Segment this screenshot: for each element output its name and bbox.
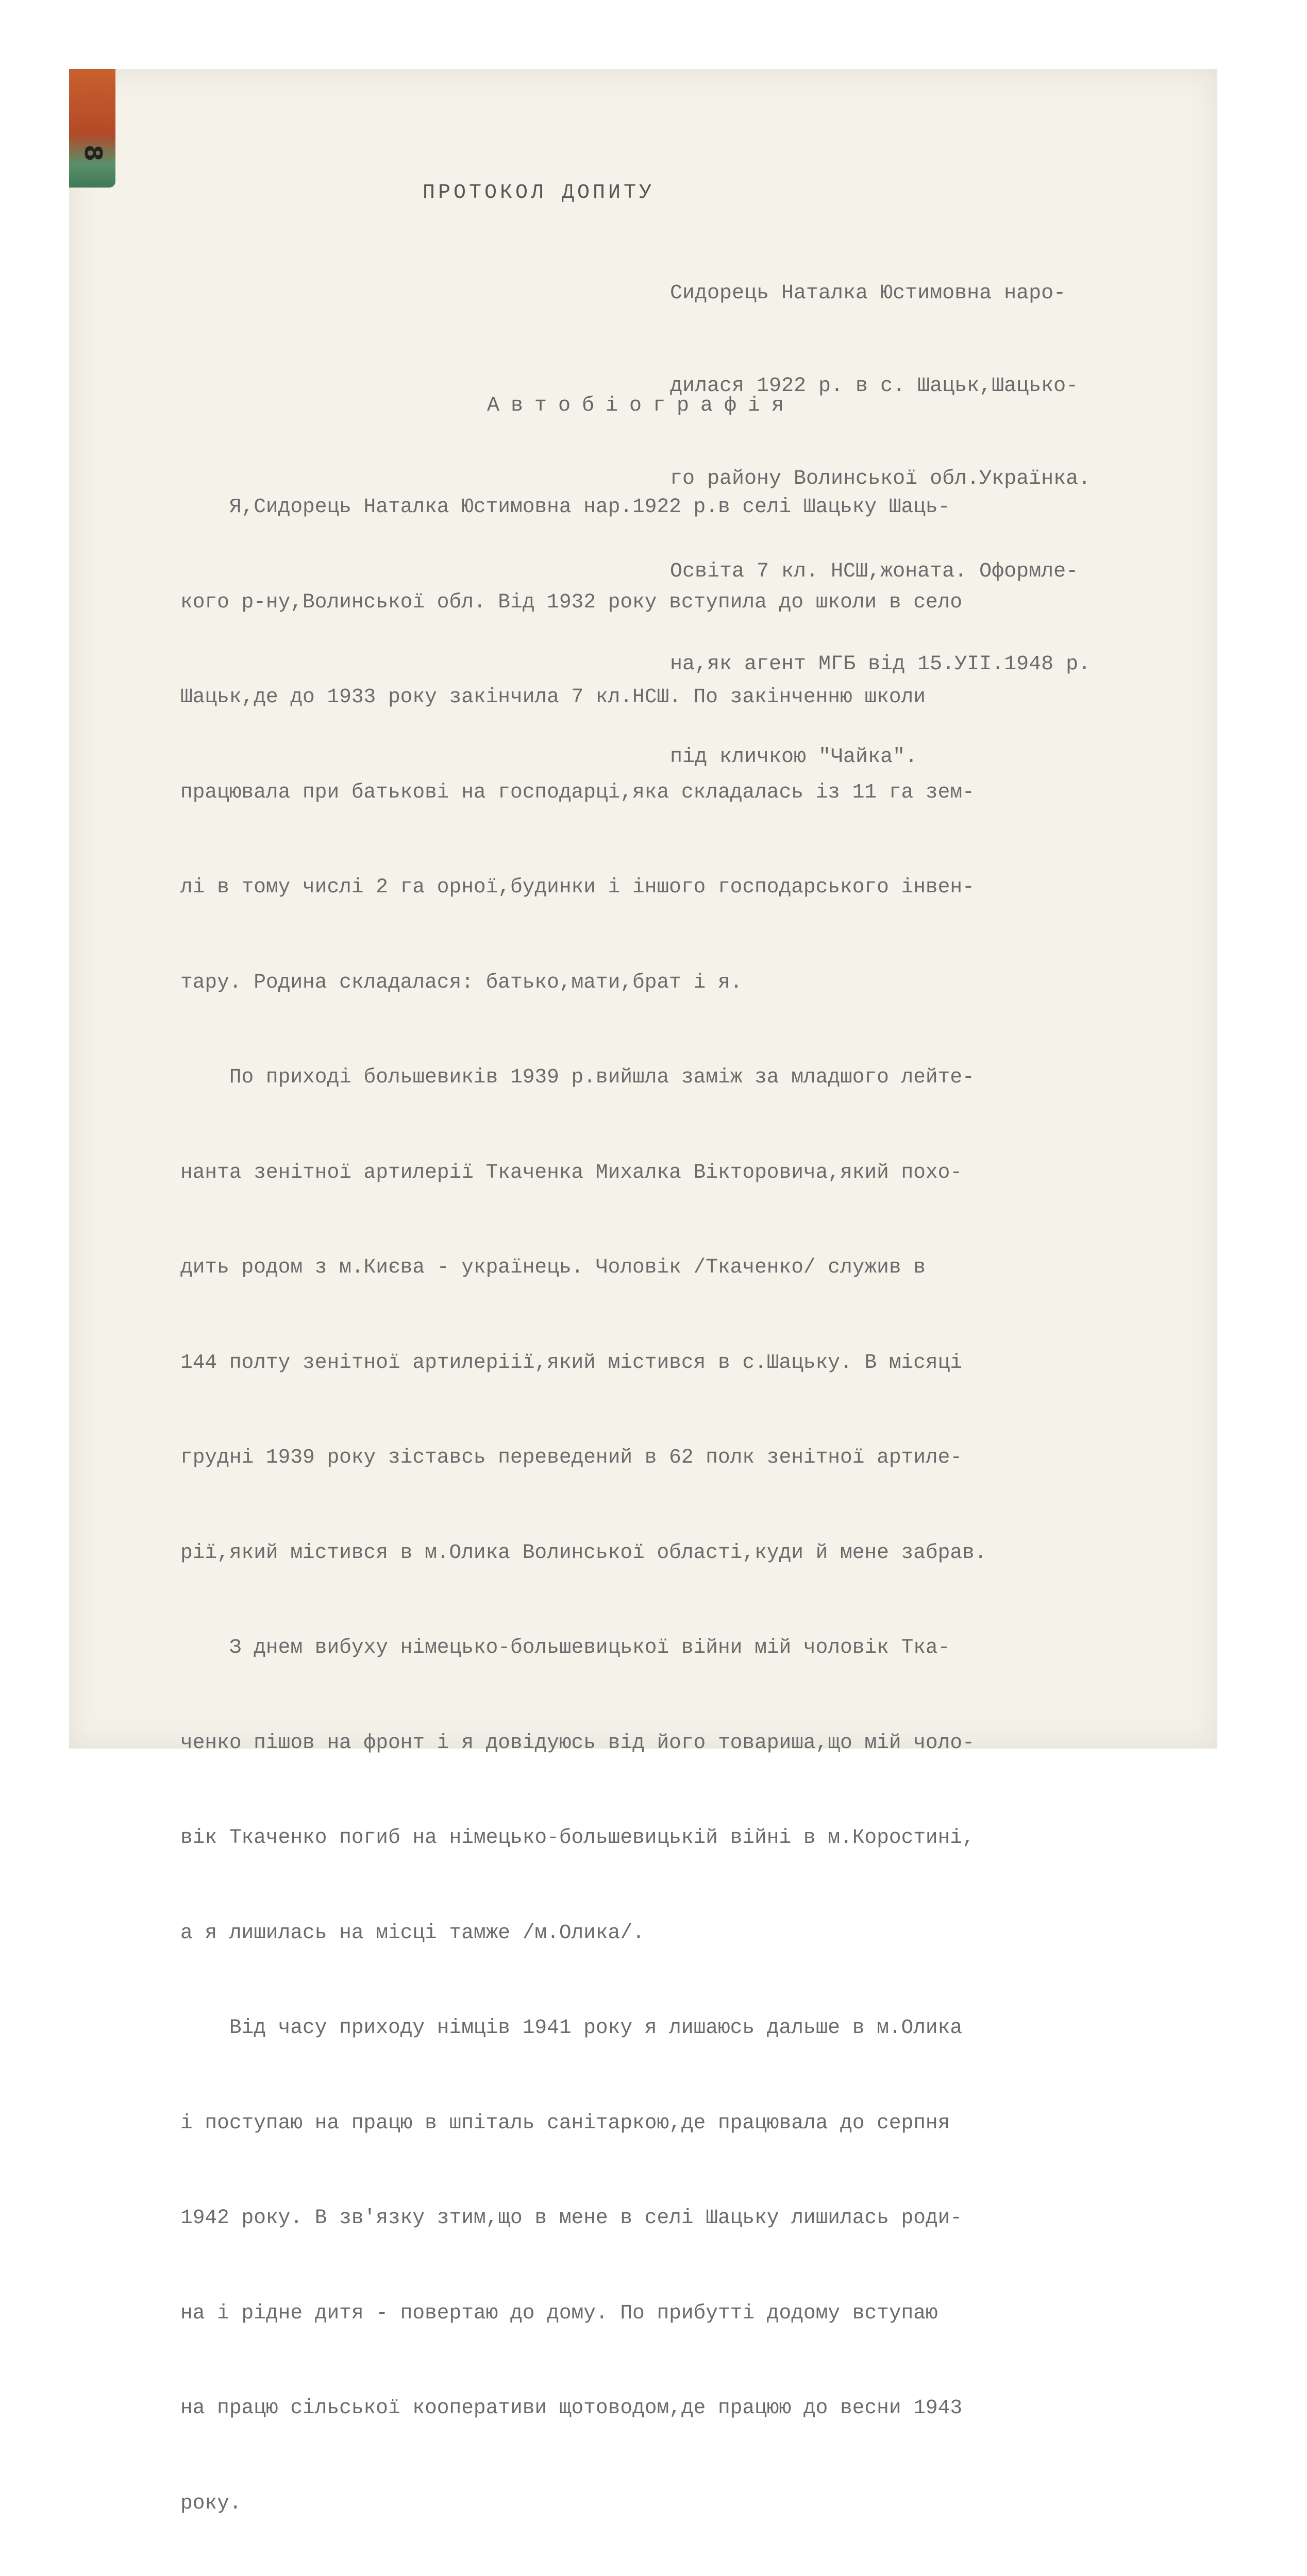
body-line: а я лишилась на місці тамже /м.Олика/. <box>180 1921 645 1944</box>
body-line: вік Ткаченко погиб на німецько-большевицькій війні в м.Коростині, <box>180 1826 975 1849</box>
body-line: кого р-ну,Волинської обл. Від 1932 року вступила до школи в село <box>180 590 963 614</box>
header-line: на,як агент МГБ від 15.УІІ.1948 р. <box>670 653 1091 676</box>
body-line: року. <box>180 2491 242 2515</box>
body-line: 144 полту зенітної артилеріії,який містився в с.Шацьку. В місяці <box>180 1350 963 1374</box>
body-line: лі в тому числі 2 га орної,будинки і іншого господарського інвен- <box>180 875 975 899</box>
body-line: на працю сільської кооперативи щотоводом,де працюю до весни 1943 <box>180 2396 963 2419</box>
stamp-number: 8 <box>79 144 107 161</box>
section-subtitle: Автобіографія <box>487 394 796 417</box>
body-line: По приході большевиків 1939 р.вийшла заміж за младшого лейте- <box>180 1065 975 1089</box>
body-line: дить родом з м.Києва - українець. Чоловік /Ткаченко/ служив в <box>180 1256 926 1279</box>
body-line: рії,який містився в м.Олика Волинської області,куди й мене забрав. <box>180 1540 987 1564</box>
body-line: Шацьк,де до 1933 року закінчила 7 кл.НСШ. По закінченню школи <box>180 685 926 708</box>
body-line: тару. Родина складалася: батько,мати,брат і я. <box>180 970 743 994</box>
document-title: ПРОТОКОЛ ДОПИТУ <box>423 181 655 205</box>
header-line: Сидорець Наталка Юстимовна наро- <box>670 282 1066 305</box>
header-line: під кличкою "Чайка". <box>670 745 918 769</box>
body-line: З днем вибуху німецько-большевицької війни мій чоловік Тка- <box>180 1636 950 1659</box>
body-line: ченко пішов на фронт і я довідуюсь від його товариша,що мій чоло- <box>180 1731 975 1754</box>
body-line: Від часу приходу німців 1941 року я лишаюсь дальше в м.Олика <box>180 2016 963 2039</box>
body-line: Я,Сидорець Наталка Юстимовна нар.1922 р.в селі Шацьку Шаць- <box>180 495 950 518</box>
body-text <box>180 428 1227 2576</box>
header-line: Освіта 7 кл. НСШ,жоната. Оформле- <box>670 560 1079 583</box>
body-line: нанта зенітної артилерії Ткаченка Михалка Вікторовича,який похо- <box>180 1160 963 1184</box>
body-line: працювала при батькові на господарці,яка складалась із 11 га зем- <box>180 780 975 804</box>
header-line: дилася 1922 р. в с. Шацьк,Шацько- <box>670 375 1079 398</box>
header-line: го району Волинської обл.Українка. <box>670 467 1091 490</box>
body-line: і поступаю на працю в шпіталь санітаркою,де працювала до серпня <box>180 2111 950 2134</box>
body-line: грудні 1939 року зіставсь переведений в 62 полк зенітної артиле- <box>180 1446 963 1469</box>
body-line: на і рідне дитя - повертаю до дому. По прибутті додому вступаю <box>180 2301 938 2325</box>
body-line: 1942 року. В зв'язку зтим,що в мене в селі Шацьку лишилась роди- <box>180 2206 963 2229</box>
